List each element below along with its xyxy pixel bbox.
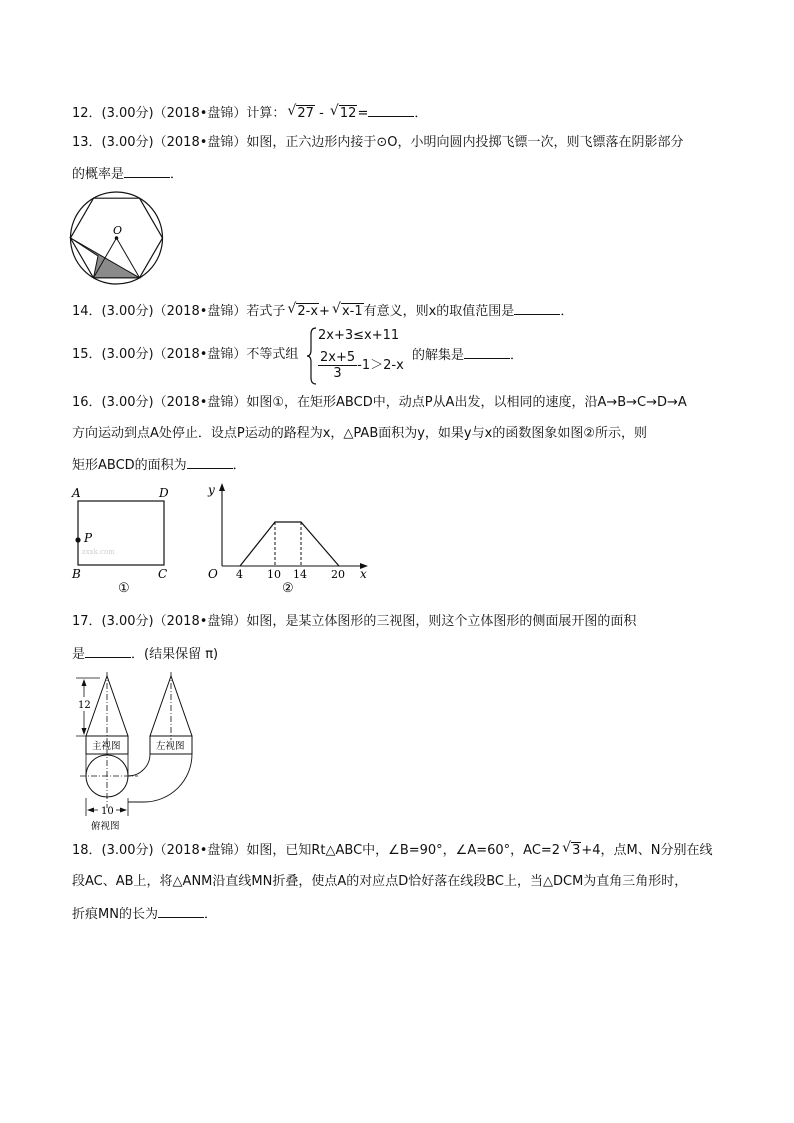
tick-10: 10: [267, 568, 281, 581]
left-view-label: 左视图: [156, 741, 185, 752]
label-b: B: [72, 567, 81, 581]
answer-blank: [464, 346, 510, 359]
fraction: $\frac{2x+5}{3}$: [320, 350, 356, 381]
sqrt-3: √ 3: [562, 840, 581, 858]
sqrt-x-1: √ x-1: [331, 301, 363, 319]
label-y: y: [208, 483, 215, 497]
label-o: O: [113, 224, 123, 237]
caption-1: ①: [118, 581, 130, 594]
answer-blank: [158, 905, 204, 918]
sqrt-2-x: √ 2-x: [287, 301, 319, 319]
question-13-line-2: 的概率是 ．: [72, 167, 184, 182]
dimension-12: 12: [78, 700, 91, 711]
question-14: 14．(3.00分)（2018•盘锦）若式子 √ 2-x+ √ x-1有意义，则x的取值范围是 ．: [72, 301, 574, 319]
question-16-line-2: 方向运动到点A处停止．设点P运动的路程为x，△PAB面积为y，如果y与x的函数图象如图②所示，则: [72, 426, 647, 441]
question-16-line-1: 16．(3.00分)（2018•盘锦）如图①，在矩形ABCD中，动点P从A出发，以相同的速度，沿A→B→C→D→A: [72, 395, 687, 410]
tick-20: 20: [331, 568, 345, 581]
question-12: 12．(3.00分)（2018•盘锦）计算： √ 27 - √ 12= ．: [72, 103, 428, 121]
graph-line: [240, 522, 339, 566]
answer-blank: [187, 456, 233, 469]
caption-2: ②: [282, 581, 294, 596]
front-view-label: 主视图: [92, 741, 121, 752]
label-p: P: [84, 531, 93, 545]
tick-14: 14: [293, 568, 307, 581]
question-15-suffix: 的解集是 ．: [412, 348, 524, 363]
question-18-line-3: 折痕MN的长为 ．: [72, 907, 217, 922]
question-18-line-2: 段AC、AB上，将△ANM沿直线MN折叠，使点A的对应点D恰好落在线段BC上，当△DCM为直角三角形时，: [72, 874, 688, 889]
top-view-label: 俯视图: [91, 821, 120, 832]
question-17-line-1: 17．(3.00分)（2018•盘锦）如图，是某立体图形的三视图，则这个立体图形的侧面展开图的面积: [72, 614, 637, 629]
brace-icon: [306, 326, 318, 386]
sqrt-12: √ 12: [329, 103, 357, 121]
label-d: D: [159, 486, 169, 500]
sqrt-27: √ 27: [287, 103, 314, 121]
question-18-line-1: 18．(3.00分)（2018•盘锦）如图，已知Rt△ABC中，∠B=90°，∠A=60°，AC=2 √ 3+4，点M、N分别在线: [72, 840, 713, 858]
question-17-line-2: 是 ．(结果保留 π): [72, 647, 219, 662]
answer-blank: [368, 104, 414, 117]
label-x: x: [360, 567, 367, 581]
label-a: A: [72, 486, 81, 500]
answer-blank: [514, 302, 560, 315]
point-p: [75, 537, 80, 542]
rectangle-abcd-figure: [66, 482, 186, 594]
answer-blank: [85, 645, 131, 658]
q12-prefix: 12．(3.00分)（2018•盘锦）计算：: [72, 106, 286, 121]
answer-blank: [124, 165, 170, 178]
three-views-figure: [70, 670, 240, 835]
dimension-10: 10: [101, 806, 114, 817]
label-origin: O: [208, 567, 218, 581]
question-13-line-1: 13．(3.00分)（2018•盘锦）如图，正六边形内接于⊙O，小明向圆内投掷飞镖一次，则飞镖落在阴影部分: [72, 135, 684, 150]
question-15-prefix: 15．(3.00分)（2018•盘锦）不等式组: [72, 347, 299, 362]
inequality-1: 2x+3≤x+11: [318, 328, 400, 343]
function-graph-figure: [200, 478, 375, 596]
question-16-line-3: 矩形ABCD的面积为 ．: [72, 458, 246, 473]
inequality-2: $\frac{2x+5}{3}$ -1＞2-x: [320, 350, 404, 381]
tick-4: 4: [236, 568, 243, 581]
hexagon-circle-figure: [68, 188, 168, 288]
watermark: zxxk.com: [82, 548, 115, 556]
label-c: C: [158, 567, 168, 581]
